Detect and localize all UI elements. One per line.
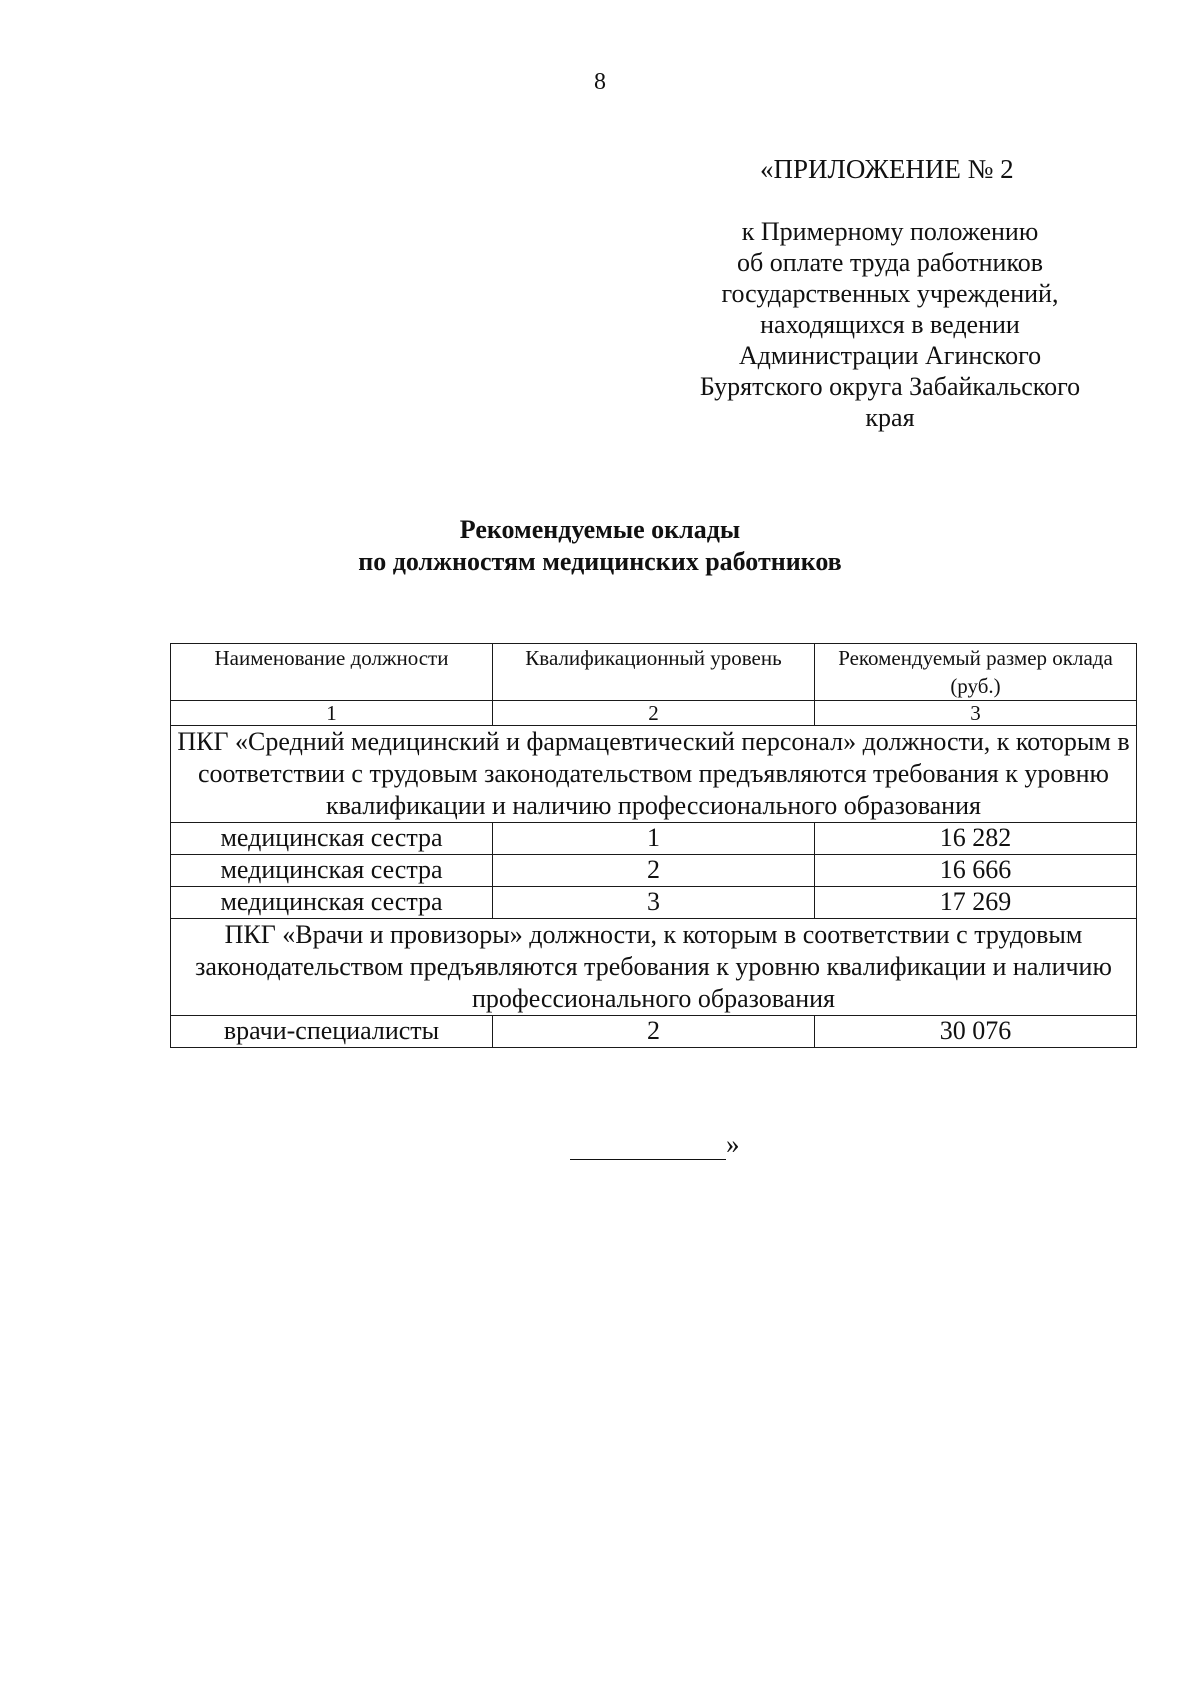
level-cell: 2 xyxy=(493,1016,815,1048)
group-title: ПКГ «Врачи и провизоры» должности, к которым в соответствии с трудовым законодательством предъявляются требования к уровню квалификации и наличию профессионального образования xyxy=(171,919,1137,1016)
document-heading xyxy=(0,514,1200,578)
salary-cell: 16 282 xyxy=(815,823,1137,855)
header-salary: Рекомендуемый размер оклада (руб.) xyxy=(815,644,1137,701)
salary-cell: 30 076 xyxy=(815,1016,1137,1048)
position-cell: медицинская сестра xyxy=(171,855,493,887)
appendix-line: находящихся в ведении xyxy=(760,310,1020,339)
table-row xyxy=(171,887,1137,919)
closing-mark xyxy=(570,1128,740,1160)
level-cell: 1 xyxy=(493,823,815,855)
header-level: Квалификационный уровень xyxy=(493,644,815,701)
table-row xyxy=(171,823,1137,855)
appendix-subtitle xyxy=(640,216,1140,433)
position-cell: медицинская сестра xyxy=(171,823,493,855)
appendix-line: к Примерному положению xyxy=(741,217,1039,246)
salary-cell: 16 666 xyxy=(815,855,1137,887)
position-cell: медицинская сестра xyxy=(171,887,493,919)
appendix-line: края xyxy=(865,403,915,432)
level-cell: 2 xyxy=(493,855,815,887)
closing-quote: » xyxy=(726,1129,740,1159)
group-title: ПКГ «Средний медицинский и фармацевтический персонал» должности, к которым в соответствии с трудовым законодательством предъявляются требования к уровню квалификации и наличию профессионального образования xyxy=(171,726,1137,823)
column-number: 2 xyxy=(493,701,815,726)
level-cell: 3 xyxy=(493,887,815,919)
appendix-line: Бурятского округа Забайкальского xyxy=(699,372,1081,401)
column-number-row xyxy=(171,701,1137,726)
column-number: 3 xyxy=(815,701,1137,726)
appendix-title: «ПРИЛОЖЕНИЕ № 2 xyxy=(760,154,1014,184)
table-header-row xyxy=(171,644,1137,701)
position-cell: врачи-специалисты xyxy=(171,1016,493,1048)
heading-line-2: по должностям медицинских работников xyxy=(358,547,842,576)
heading-line-1: Рекомендуемые оклады xyxy=(459,515,741,544)
group-title-row xyxy=(171,919,1137,1016)
column-number: 1 xyxy=(171,701,493,726)
appendix-line: об оплате труда работников xyxy=(736,248,1044,277)
appendix-line: государственных учреждений, xyxy=(721,279,1059,308)
group-title-row xyxy=(171,726,1137,823)
signature-line xyxy=(570,1135,726,1160)
salary-table xyxy=(170,643,1137,1048)
table-row xyxy=(171,1016,1137,1048)
table-row xyxy=(171,855,1137,887)
appendix-line: Администрации Агинского xyxy=(738,341,1042,370)
header-position: Наименование должности xyxy=(171,644,493,701)
page-number: 8 xyxy=(594,69,606,95)
salary-cell: 17 269 xyxy=(815,887,1137,919)
